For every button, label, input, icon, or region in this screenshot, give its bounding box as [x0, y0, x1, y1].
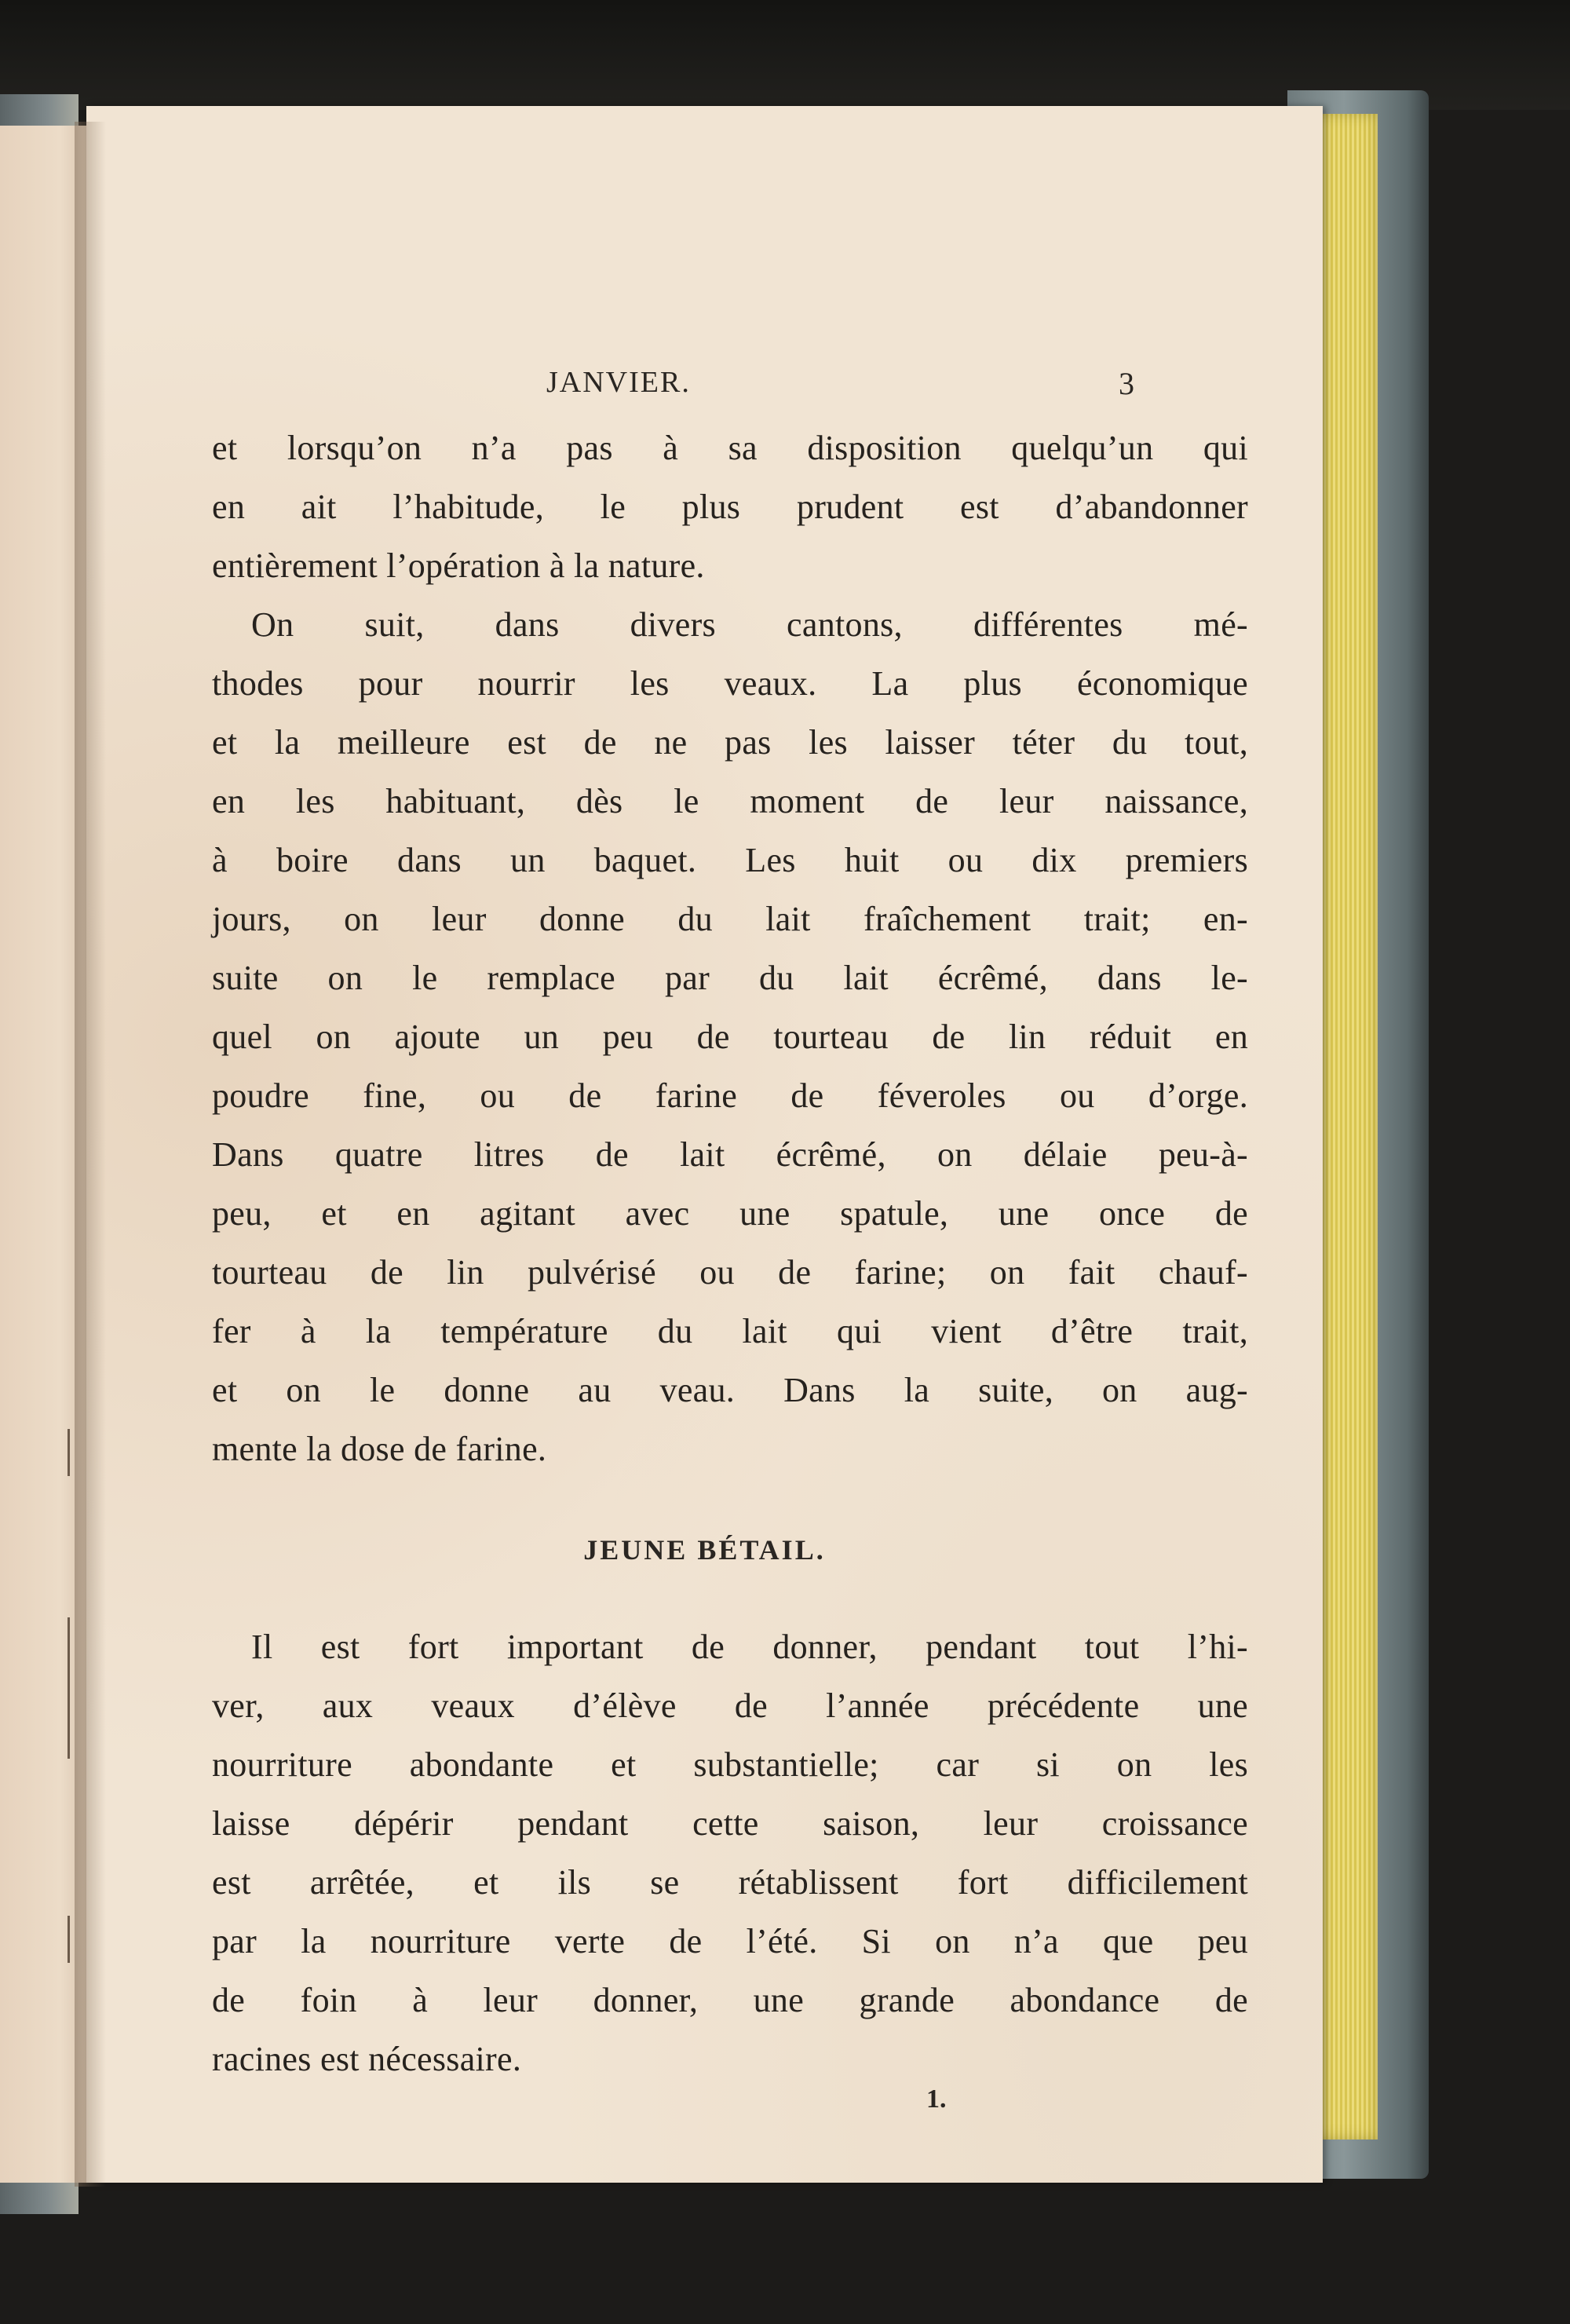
- text-line: de foin à leur donner, une grande abondance de: [212, 1981, 1248, 2019]
- text-line: On suit, dans divers cantons, différentes mé-: [251, 605, 1248, 644]
- left-page-edge: [0, 126, 86, 2183]
- page-number: 3: [1119, 366, 1134, 401]
- text-line: mente la dose de farine.: [212, 1430, 547, 1468]
- section-heading: JEUNE BÉTAIL.: [583, 1534, 826, 1566]
- text-line: en ait l’habitude, le plus prudent est d’abandonner: [212, 488, 1248, 526]
- text-line: poudre fine, ou de farine de féveroles ou d’orge.: [212, 1076, 1248, 1115]
- text-line: Dans quatre litres de lait écrêmé, on délaie peu-à-: [212, 1135, 1248, 1174]
- signature-mark: 1.: [926, 2085, 947, 2114]
- text-line: suite on le remplace par du lait écrêmé, dans le-: [212, 959, 1248, 997]
- text-line: Il est fort important de donner, pendant tout l’hi-: [251, 1628, 1248, 1666]
- text-line: à boire dans un baquet. Les huit ou dix premiers: [212, 841, 1248, 879]
- text-line: laisse dépérir pendant cette saison, leur croissance: [212, 1804, 1248, 1843]
- text-line: quel on ajoute un peu de tourteau de lin réduit en: [212, 1018, 1248, 1056]
- text-line: en les habituant, dès le moment de leur naissance,: [212, 782, 1248, 820]
- running-head-title: JANVIER.: [546, 366, 691, 399]
- text-line: ver, aux veaux d’élève de l’année précédente une: [212, 1686, 1248, 1725]
- text-line: fer à la température du lait qui vient d’être trait,: [212, 1312, 1248, 1350]
- text-line: peu, et en agitant avec une spatule, une once de: [212, 1194, 1248, 1233]
- text-line: par la nourriture verte de l’été. Si on n’a que peu: [212, 1922, 1248, 1960]
- text-line: racines est nécessaire.: [212, 2040, 522, 2078]
- text-line: et la meilleure est de ne pas les laisser téter du tout,: [212, 723, 1248, 762]
- sheet-mark: [68, 1916, 70, 1963]
- text-line: tourteau de lin pulvérisé ou de farine; on fait chauf-: [212, 1253, 1248, 1292]
- sheet-mark: [68, 1429, 70, 1476]
- text-block-upper: [212, 418, 1248, 1478]
- text-line: entièrement l’opération à la nature.: [212, 546, 705, 585]
- running-head: [86, 365, 1323, 404]
- book-page: [86, 106, 1323, 2183]
- text-line: nourriture abondante et substantielle; car si on les: [212, 1745, 1248, 1784]
- text-line: est arrêtée, et ils se rétablissent fort difficilement: [212, 1863, 1248, 1902]
- book-gutter: [75, 122, 106, 2187]
- text-block-lower: [212, 1617, 1248, 2088]
- text-line: et on le donne au veau. Dans la suite, on aug-: [212, 1371, 1248, 1409]
- text-line: et lorsqu’on n’a pas à sa disposition quelqu’un qui: [212, 429, 1248, 467]
- text-line: jours, on leur donne du lait fraîchement trait; en-: [212, 900, 1248, 938]
- text-line: thodes pour nourrir les veaux. La plus économique: [212, 664, 1248, 703]
- sheet-mark: [68, 1617, 70, 1759]
